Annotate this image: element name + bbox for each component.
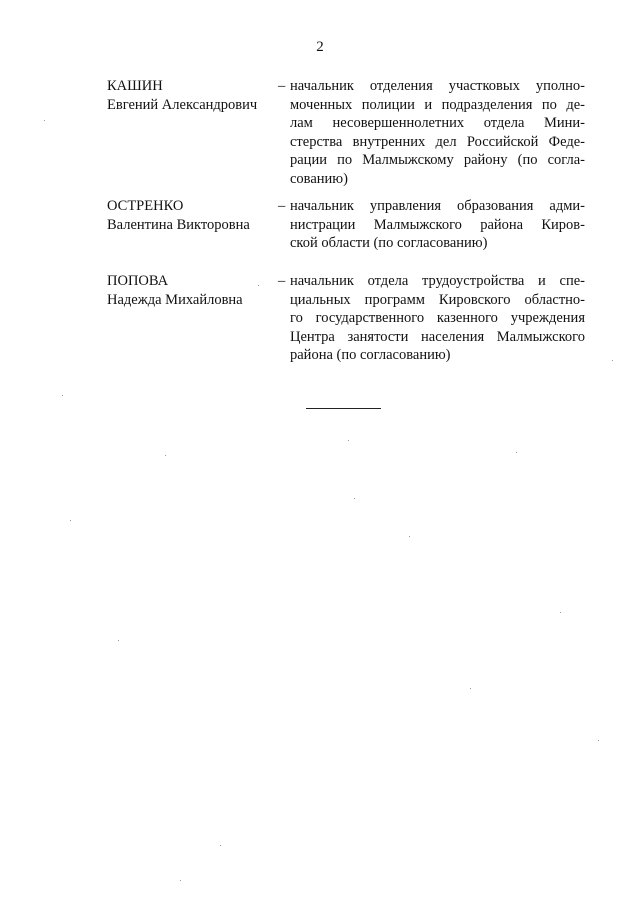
person-name (107, 77, 277, 114)
scan-speck (612, 360, 613, 361)
description-line: рации по Малмыжскому району (по согла- (290, 152, 585, 169)
person-name (107, 272, 277, 309)
scan-speck (470, 688, 471, 689)
person-surname: КАШИН (107, 78, 163, 94)
scan-speck (220, 845, 221, 846)
scan-speck (409, 536, 410, 537)
entry-dash: – (278, 78, 286, 94)
end-of-list-rule (306, 408, 381, 409)
scan-speck (560, 612, 561, 613)
scan-speck (598, 740, 599, 741)
page-number: 2 (316, 39, 324, 55)
person-given-names: Валентина Викторовна (107, 216, 250, 233)
description-line: циальных программ Кировского областно- (290, 291, 585, 308)
description-line: сованию) (290, 171, 348, 187)
description-line: нистрации Малмыжского района Киров- (290, 216, 585, 233)
description-line: начальник отделения участковых уполно- (290, 78, 585, 94)
scan-speck (70, 520, 71, 521)
scan-speck (258, 285, 259, 286)
description-line: Центра занятости населения Малмыжского (290, 328, 585, 345)
description-line: начальник отдела трудоустройства и спе- (290, 273, 585, 289)
scan-speck (180, 880, 181, 881)
person-given-names: Надежда Михайловна (107, 291, 243, 308)
description-line: района (по согласованию) (290, 347, 451, 364)
scan-speck (516, 452, 517, 453)
entry-kashin (107, 77, 587, 197)
entry-dash: – (278, 198, 286, 214)
entry-dash: – (278, 273, 286, 289)
person-name (107, 197, 277, 234)
scan-speck (354, 498, 355, 499)
person-surname: ОСТРЕНКО (107, 198, 184, 214)
person-surname: ПОПОВА (107, 273, 169, 289)
scan-speck (118, 640, 119, 641)
description-line: стерства внутренних дел Российской Феде- (290, 133, 585, 150)
scan-speck (62, 395, 63, 396)
scan-speck (165, 455, 166, 456)
description-line: го государственного казенного учреждения (290, 310, 585, 327)
entry-popova (107, 272, 587, 392)
description-line: начальник управления образования адми- (290, 198, 585, 214)
person-given-names: Евгений Александрович (107, 96, 258, 113)
description-line: ской области (по согласованию) (290, 235, 488, 252)
scan-speck (348, 440, 349, 441)
description-line: моченных полиции и подразделения по де- (290, 96, 585, 113)
scan-speck (44, 120, 45, 121)
description-line: лам несовершеннолетних отдела Мини- (290, 115, 585, 132)
